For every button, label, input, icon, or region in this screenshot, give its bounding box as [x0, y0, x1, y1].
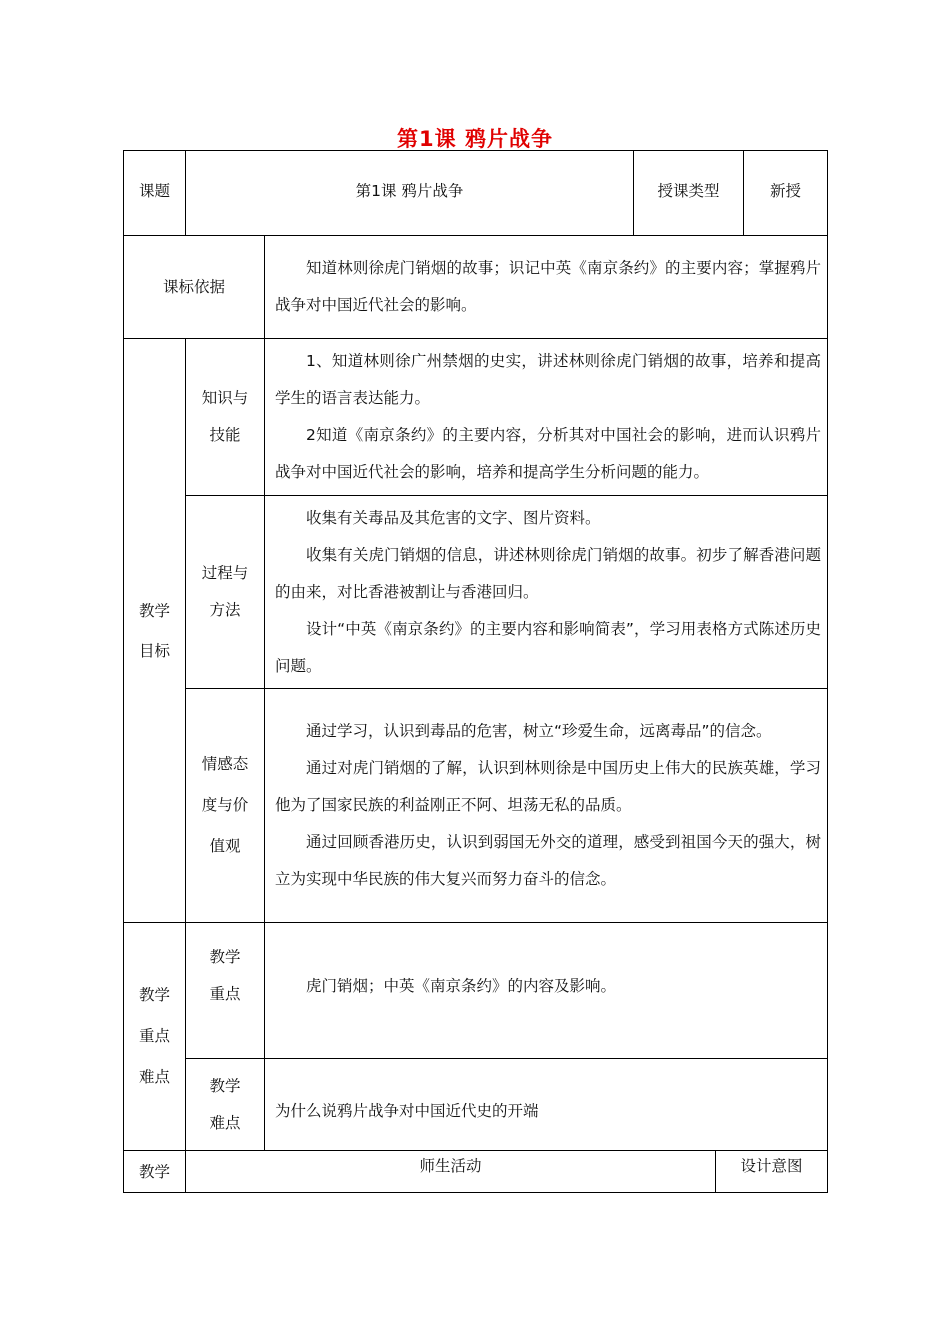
process-label-line1: 过程与 [201, 564, 249, 582]
attitude-paragraph: 通过回顾香港历史，认识到弱国无外交的道理，感受到祖国今天的强大，树立为实现中华民族的伟大复兴而努力奋斗的信念。 [275, 833, 822, 888]
difficulty-label-line2: 难点 [209, 1113, 241, 1132]
basis-text: 知道林则徐虎门销烟的故事；识记中英《南京条约》的主要内容；掌握鸦片战争对中国近代社会的影响。 [275, 259, 822, 314]
process-paragraph: 收集有关虎门销烟的信息，讲述林则徐虎门销烟的故事。初步了解香港问题的由来，对比香港被割让与香港回归。 [275, 545, 822, 601]
focus-row [124, 923, 828, 1059]
difficulty-row [124, 1059, 828, 1151]
objective-attitude-row [124, 689, 828, 923]
keypoints-label-line2: 重点 [138, 1027, 170, 1045]
attitude-content [265, 689, 828, 923]
focus-label [186, 923, 265, 1059]
process-content [265, 496, 828, 689]
topic-row [124, 151, 828, 236]
intent-header: 设计意图 [716, 1151, 828, 1193]
knowledge-label-line1: 知识与 [201, 389, 249, 407]
page-title: 第1课 鸦片战争 [397, 127, 553, 151]
knowledge-paragraph: 1、知道林则徐广州禁烟的史实，讲述林则徐虎门销烟的故事，培养和提高学生的语言表达能力。 [275, 352, 822, 407]
keypoints-label [124, 923, 186, 1151]
basis-row [124, 236, 828, 339]
objectives-label [124, 339, 186, 923]
basis-text-cell [265, 236, 828, 339]
keypoints-label-line1: 教学 [138, 986, 170, 1004]
process-label-line2: 方法 [209, 601, 241, 619]
activity-header: 师生活动 [186, 1151, 716, 1193]
knowledge-paragraph: 2知道《南京条约》的主要内容，分析其对中国社会的影响，进而认识鸦片战争对中国近代社会的影响，培养和提高学生分析问题的能力。 [275, 426, 822, 481]
objective-process-row [124, 496, 828, 689]
difficulty-label [186, 1059, 265, 1151]
knowledge-content [265, 339, 828, 496]
attitude-label [186, 689, 265, 923]
focus-label-line2: 重点 [209, 985, 241, 1003]
difficulty-label-line1: 教学 [209, 1076, 241, 1095]
focus-label-line1: 教学 [209, 948, 241, 966]
difficulty-text: 为什么说鸦片战争对中国近代史的开端 [275, 1102, 539, 1120]
topic-label: 课题 [124, 151, 186, 236]
process-header-row [124, 1151, 828, 1193]
lesson-type-value: 新授 [744, 151, 828, 236]
objectives-label-line1: 教学 [138, 601, 170, 620]
process-paragraph: 设计“中英《南京条约》的主要内容和影响简表”，学习用表格方式陈述历史问题。 [275, 619, 822, 675]
focus-text: 虎门销烟；中英《南京条约》的内容及影响。 [306, 977, 617, 995]
lesson-plan-table [123, 150, 828, 1193]
lesson-type-label: 授课类型 [634, 151, 744, 236]
objective-knowledge-row [124, 339, 828, 496]
attitude-paragraph: 通过学习，认识到毒品的危害，树立“珍爱生命，远离毒品”的信念。 [306, 722, 772, 740]
attitude-label-line2: 度与价 [201, 796, 249, 814]
attitude-paragraph: 通过对虎门销烟的了解，认识到林则徐是中国历史上伟大的民族英雄，学习他为了国家民族的利益刚正不阿、坦荡无私的品质。 [275, 759, 822, 814]
attitude-label-line1: 情感态 [201, 755, 249, 773]
process-label [186, 496, 265, 689]
knowledge-label [186, 339, 265, 496]
process-paragraph: 收集有关毒品及其危害的文字、图片资料。 [306, 508, 601, 527]
focus-content [265, 923, 828, 1059]
process-row-label: 教学 [124, 1151, 186, 1193]
attitude-label-line3: 值观 [209, 837, 241, 855]
basis-label: 课标依据 [124, 236, 265, 339]
objectives-label-line2: 目标 [138, 641, 170, 660]
topic-value: 第1课 鸦片战争 [186, 151, 634, 236]
difficulty-content [265, 1059, 828, 1151]
knowledge-label-line2: 技能 [209, 426, 241, 444]
keypoints-label-line3: 难点 [138, 1068, 170, 1086]
